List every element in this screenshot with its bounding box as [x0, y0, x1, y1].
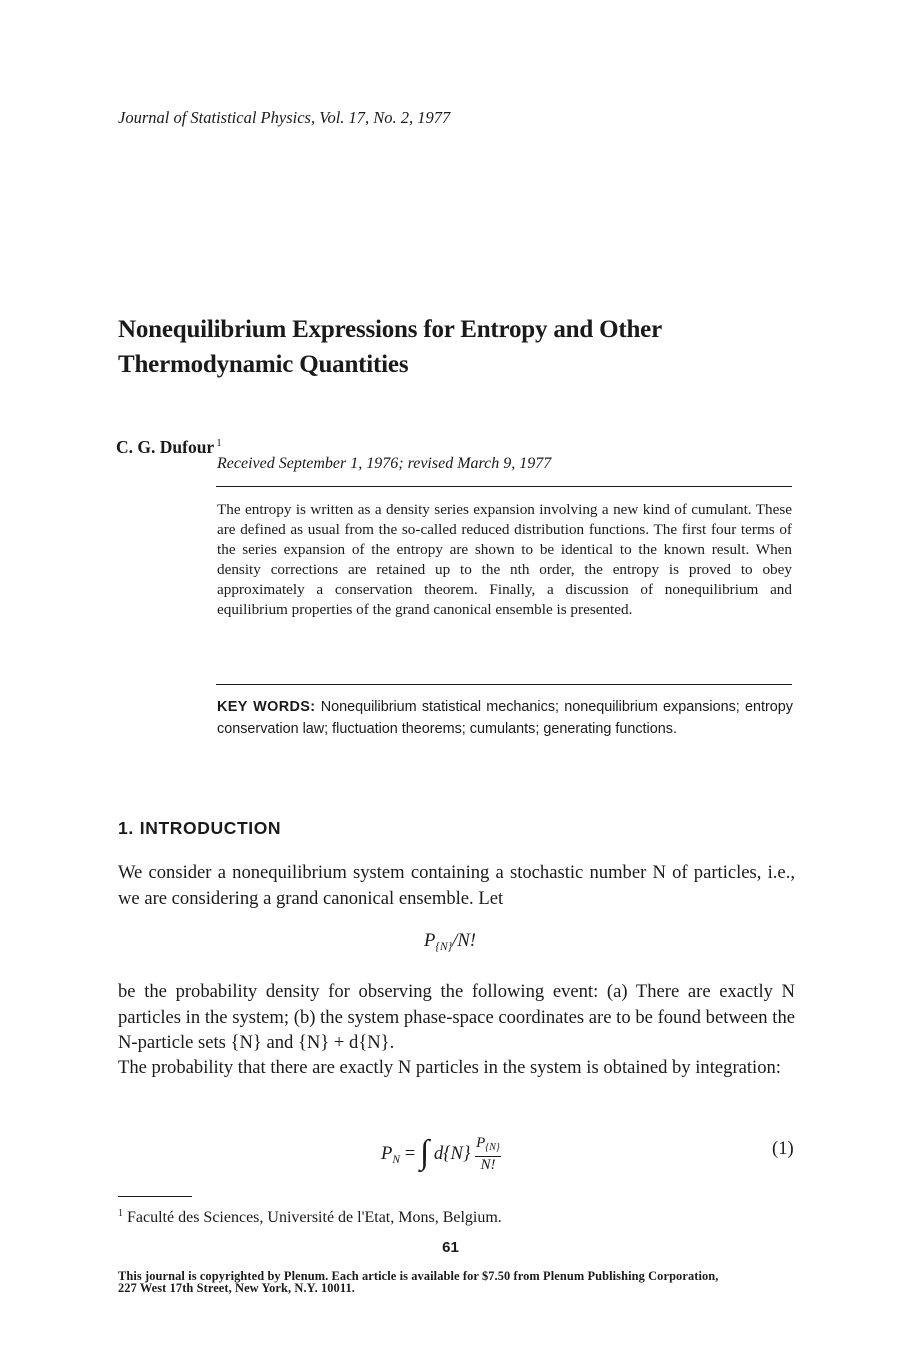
section-number: 1. [118, 818, 134, 838]
eq2-equals: = [404, 1143, 416, 1164]
author [116, 437, 222, 458]
page-number: 61 [442, 1239, 459, 1256]
eq2-numerator [475, 1135, 501, 1157]
section-title: INTRODUCTION [139, 818, 282, 838]
journal-citation: Journal of Statistical Physics, Vol. 17, No. 2, 1977 [118, 108, 451, 127]
eq2-num-base: P [476, 1135, 486, 1152]
footnote [118, 1208, 502, 1227]
footnote-text: Faculté des Sciences, Université de l'Etat, Mons, Belgium. [127, 1209, 502, 1226]
abstract-top-rule [216, 486, 792, 487]
footnote-rule [118, 1196, 192, 1197]
eq2-denominator: N! [480, 1157, 496, 1174]
section-heading [118, 818, 287, 839]
author-footnote-mark: 1 [216, 437, 222, 449]
author-name: C. G. Dufour [116, 437, 215, 457]
paragraph-1: We consider a nonequilibrium system containing a stochastic number N of particles, i.e., we are considering a grand canonical ensemble. Let [118, 862, 795, 909]
equation-probability-density [424, 930, 476, 953]
eq2-fraction [475, 1135, 501, 1174]
copyright-line-2: 227 West 17th Street, New York, N.Y. 10011. [118, 1281, 355, 1295]
received-dates: Received September 1, 1976; revised March 9, 1977 [217, 455, 552, 472]
equation-1 [381, 1130, 501, 1174]
copyright-notice [118, 1270, 798, 1294]
keywords-label: KEY WORDS: [217, 699, 316, 715]
paper-title: Nonequilibrium Expressions for Entropy and Other Thermodynamic Quantities [118, 316, 662, 378]
eq1-sub: {N} [435, 941, 453, 953]
abstract-bottom-rule [216, 684, 792, 685]
equation-number: (1) [772, 1138, 794, 1159]
keywords [217, 697, 793, 740]
keywords-text: Nonequilibrium statistical mechanics; nonequilibrium expansions; entropy conservation law; fluctuation theorems; cumulants; generating functions. [217, 699, 794, 737]
abstract: The entropy is written as a density series expansion involving a new kind of cumulant. These are defined as usual from the so-called reduced distribution functions. The first four terms of the series expansion of the entropy are shown to be identical to the known result. When density corrections are retained up to the nth order, the entropy is proved to obey approximately a conservation theorem. Finally, a discussion of nonequilibrium and equilibrium properties of the grand canonical ensemble is presented. [217, 501, 792, 619]
copyright-line-1: This journal is copyrighted by Plenum. Each article is available for $7.50 from Plenum Publishing Corporation, [118, 1269, 719, 1283]
paragraph-3: The probability that there are exactly N particles in the system is obtained by integration: [118, 1057, 781, 1078]
paragraph-2: be the probability density for observing the following event: (a) There are exactly N particles in the system; (b) the system phase-space coordinates are to be found between the N-particle sets {N} and {N} + d{N}. [118, 981, 795, 1054]
integral-sign: ∫ [419, 1134, 430, 1171]
eq2-lhs-sub: N [392, 1154, 401, 1166]
eq2-num-sub: {N} [485, 1142, 500, 1154]
eq1-rest: /N! [452, 930, 476, 951]
footnote-mark: 1 [118, 1208, 123, 1219]
eq2-measure: d{N} [433, 1143, 471, 1164]
eq2-lhs: P [381, 1143, 393, 1164]
eq1-base: P [424, 930, 436, 951]
